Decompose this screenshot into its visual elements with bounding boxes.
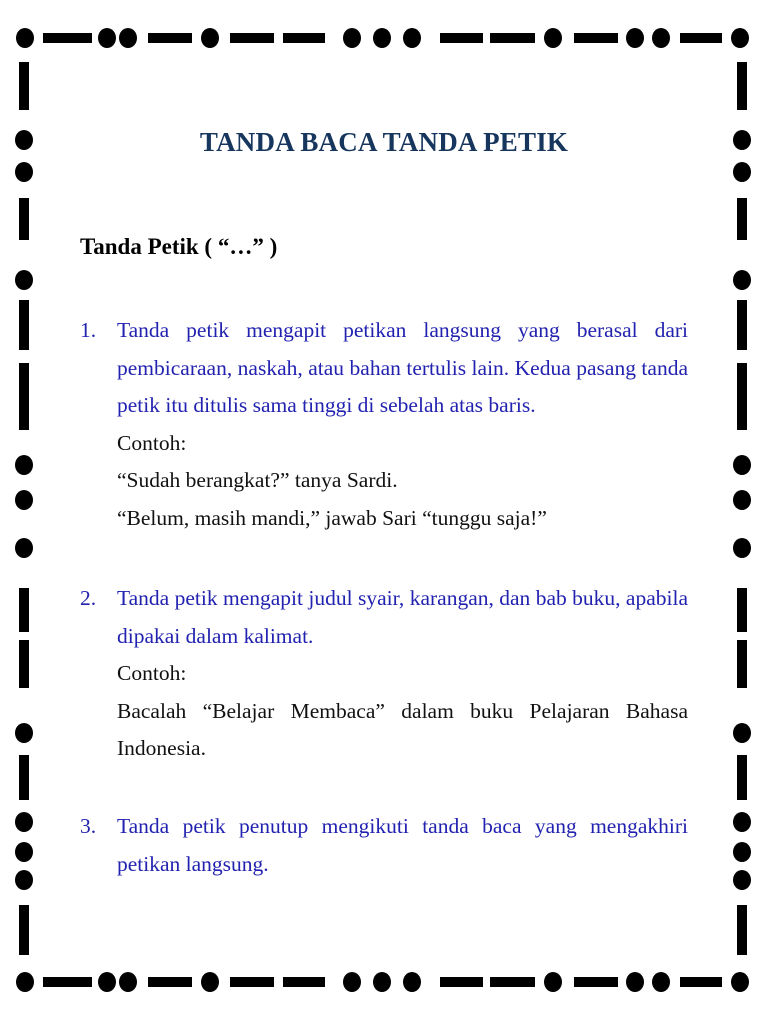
border-dash [737, 363, 747, 430]
border-dash [737, 198, 747, 240]
border-dot [16, 28, 34, 48]
border-dot [733, 162, 751, 182]
border-dot [733, 870, 751, 890]
example-label: Contoh: [117, 430, 187, 455]
border-dash [19, 640, 29, 688]
item-text: Tanda petik penutup mengikuti tanda baca yang mengakhiri petikan langsung. [117, 814, 688, 876]
border-dash [283, 33, 325, 43]
example-line: “Belum, masih mandi,” jawab Sari “tunggu saja!” [117, 505, 547, 530]
border-dash [574, 977, 618, 987]
border-dash [43, 977, 92, 987]
example-label: Contoh: [117, 661, 187, 685]
border-dot [731, 28, 749, 48]
border-dash [490, 33, 535, 43]
border-dot [98, 28, 116, 48]
border-dot [15, 842, 33, 862]
border-dot [343, 972, 361, 992]
border-dash [230, 977, 274, 987]
border-dash [148, 977, 192, 987]
border-dash [230, 33, 274, 43]
border-dash [490, 977, 535, 987]
border-dot [733, 812, 751, 832]
border-dot [652, 972, 670, 992]
border-dash [680, 33, 722, 43]
border-dot [626, 972, 644, 992]
border-dot [119, 28, 137, 48]
border-dot [201, 28, 219, 48]
section-heading: Tanda Petik ( “…” ) [80, 234, 278, 259]
border-dash [19, 300, 29, 350]
border-dot [373, 28, 391, 48]
border-dash [680, 977, 722, 987]
border-dash [283, 977, 325, 987]
border-dot [373, 972, 391, 992]
list-item-3 [80, 808, 688, 883]
item-text: Tanda petik mengapit judul syair, karangan, dan bab buku, apabila dipakai dalam kalimat. [117, 586, 688, 648]
example-line: Bacalah “Belajar Membaca” dalam buku Pelajaran Bahasa Indonesia. [117, 698, 688, 760]
list-item-1 [80, 312, 688, 537]
border-dash [19, 755, 29, 800]
border-dot [652, 28, 670, 48]
item-text: Tanda petik mengapit petikan langsung yang berasal dari pembicaraan, naskah, atau bahan tertulis lain. Kedua pasang tanda petik itu ditulis sama tinggi di sebelah atas baris. [117, 318, 688, 417]
border-dot [544, 28, 562, 48]
border-dot [544, 972, 562, 992]
border-dash [737, 905, 747, 955]
border-dot [626, 28, 644, 48]
item-number: 3. [80, 814, 97, 838]
border-dash [19, 588, 29, 632]
border-dash [737, 300, 747, 350]
border-dash [737, 640, 747, 688]
item-number: 1. [80, 318, 97, 342]
border-dot [733, 842, 751, 862]
border-dot [15, 538, 33, 558]
example-line: “Sudah berangkat?” tanya Sardi. [117, 468, 398, 492]
border-dot [733, 455, 751, 475]
border-dash [148, 33, 192, 43]
border-dot [15, 270, 33, 290]
border-dash [737, 62, 747, 110]
border-dot [15, 162, 33, 182]
border-dot [201, 972, 219, 992]
item-number: 2. [80, 586, 97, 610]
border-dot [403, 28, 421, 48]
border-dot [733, 270, 751, 290]
border-dash [737, 755, 747, 800]
border-dash [19, 198, 29, 240]
border-dot [15, 812, 33, 832]
border-dot [15, 455, 33, 475]
border-dash [19, 905, 29, 955]
border-dot [733, 723, 751, 743]
border-dot [98, 972, 116, 992]
page-title: TANDA BACA TANDA PETIK [199, 127, 569, 157]
border-dash [440, 33, 483, 43]
border-dash [440, 977, 483, 987]
border-dash [43, 33, 92, 43]
border-dash [737, 588, 747, 632]
border-dot [16, 972, 34, 992]
list-item-2 [80, 580, 688, 768]
border-dot [733, 538, 751, 558]
border-dot [343, 28, 361, 48]
border-dot [731, 972, 749, 992]
border-dot [15, 723, 33, 743]
border-dot [403, 972, 421, 992]
border-dot [15, 870, 33, 890]
border-dash [19, 62, 29, 110]
border-dot [119, 972, 137, 992]
border-dash [19, 363, 29, 430]
border-dot [733, 490, 751, 510]
border-dot [15, 490, 33, 510]
border-dash [574, 33, 618, 43]
